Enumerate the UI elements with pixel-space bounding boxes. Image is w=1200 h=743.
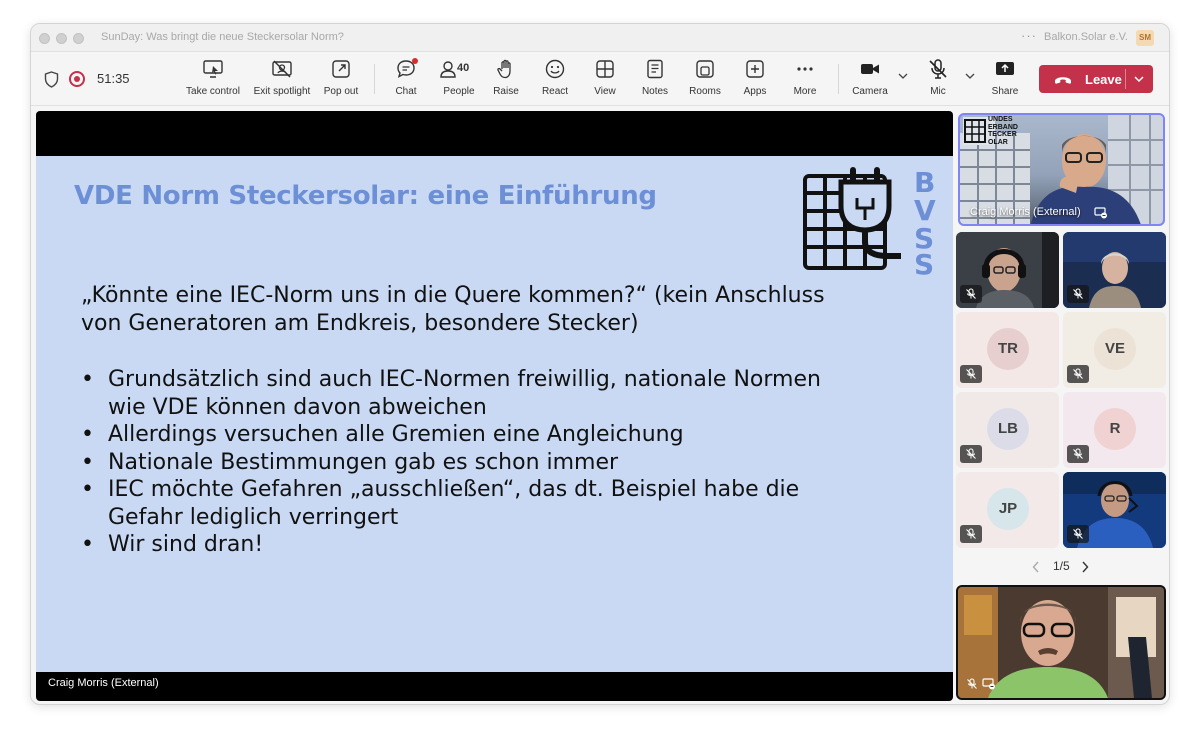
notes-label: Notes (641, 86, 669, 97)
mic-muted-icon (1072, 448, 1084, 460)
mic-options-chevron-icon[interactable] (965, 72, 975, 80)
apps-button[interactable] (738, 58, 772, 97)
logo-text-line: UNDES (988, 116, 1013, 123)
mic-muted-icon (965, 528, 977, 540)
logo-letter-s2: S (914, 248, 935, 276)
presenter-name: Craig Morris (External) (48, 677, 159, 689)
pop-out-button[interactable] (319, 58, 363, 97)
logo-text-line: TECKER (988, 131, 1017, 138)
more-options-icon[interactable]: ··· (1021, 28, 1037, 43)
mic-muted-icon (1072, 288, 1084, 300)
meeting-toolbar (31, 52, 1169, 106)
people-icon (439, 58, 479, 82)
participant-tile[interactable] (1063, 392, 1166, 468)
camera-icon (849, 58, 891, 82)
slide-bullet: • IEC möchte Gefahren „ausschließen“, das dt. Beispiel habe die Gefahr lediglich verringert (81, 476, 861, 531)
camera-label: Camera (852, 86, 888, 97)
participant-tile-video[interactable] (1063, 472, 1166, 548)
logo-text-line: ERBAND (988, 123, 1018, 131)
toolbar-divider (838, 64, 839, 94)
mic-muted-icon (965, 288, 977, 300)
participant-tile[interactable] (956, 472, 1059, 548)
muted-indicator (1067, 525, 1089, 543)
mic-muted-icon (966, 678, 978, 690)
mic-button[interactable] (921, 58, 955, 97)
hang-up-phone-icon (1053, 73, 1073, 85)
slide-intro-text: „Könnte eine IEC-Norm uns in die Quere kommen?“ (kein Anschluss von Generatoren am Endkreis, besondere Stecker) (81, 283, 825, 336)
shield-icon[interactable] (44, 71, 59, 88)
featured-speaker-name: Craig Morris (External) (970, 206, 1081, 218)
muted-indicator (1067, 285, 1089, 303)
mic-muted-icon (921, 58, 955, 82)
more-dots-icon (788, 58, 822, 82)
logo-letter-s1: S (914, 222, 935, 255)
mic-muted-icon (1072, 528, 1084, 540)
muted-indicator (1067, 365, 1089, 383)
smiley-icon (538, 58, 572, 82)
take-control-icon (181, 58, 245, 82)
previous-page-chevron-icon[interactable] (1032, 561, 1040, 573)
participant-avatar: VE (1094, 328, 1136, 370)
participant-tile-video[interactable] (956, 232, 1059, 308)
leave-label: Leave (1085, 72, 1122, 87)
slide-title: VDE Norm Steckersolar: eine Einführung (74, 181, 657, 211)
react-button[interactable] (538, 58, 572, 97)
exit-spotlight-icon (249, 58, 315, 82)
pop-out-icon (319, 58, 363, 82)
slide-bullet: • Grundsätzlich sind auch IEC-Normen freiwillig, nationale Normen wie VDE können davon abweichen (81, 366, 861, 421)
share-button[interactable] (988, 58, 1022, 97)
rooms-button[interactable] (685, 58, 725, 97)
shared-screen-stage (36, 111, 953, 701)
teams-meeting-window (30, 23, 1170, 705)
logo-letter-v: V (914, 194, 936, 227)
window-title: SunDay: Was bringt die neue Steckersolar Norm? (101, 31, 344, 43)
grid-view-icon (588, 58, 622, 82)
leave-divider (1125, 69, 1126, 89)
leave-button-group (1039, 65, 1153, 93)
participant-avatar: JP (987, 488, 1029, 530)
self-view-status (962, 675, 998, 693)
mic-muted-icon (965, 368, 977, 380)
unread-indicator (412, 58, 418, 64)
page-indicator: 1/5 (1053, 559, 1070, 573)
mic-muted-icon (1072, 368, 1084, 380)
share-screen-icon (988, 58, 1022, 82)
camera-options-chevron-icon[interactable] (898, 72, 908, 80)
participant-tile[interactable] (956, 392, 1059, 468)
camera-button[interactable] (849, 58, 891, 97)
participant-tile-video[interactable] (1063, 232, 1166, 308)
account-avatar[interactable]: SM (1136, 30, 1154, 46)
participant-avatar: TR (987, 328, 1029, 370)
bundesverband-logo-text (988, 116, 1018, 146)
participant-tile[interactable] (956, 312, 1059, 388)
notes-icon (638, 58, 672, 82)
self-view-video[interactable] (956, 585, 1166, 700)
raise-label: Raise (493, 86, 519, 97)
muted-indicator (960, 525, 982, 543)
featured-speaker-video[interactable] (958, 113, 1165, 226)
people-label: People (443, 86, 475, 97)
toolbar-divider (374, 64, 375, 94)
participant-avatar: R (1094, 408, 1136, 450)
more-button[interactable] (788, 58, 822, 97)
mic-muted-icon (965, 448, 977, 460)
notes-button[interactable] (638, 58, 672, 97)
chat-label: Chat (395, 86, 417, 97)
muted-indicator (960, 285, 982, 303)
close-window-button[interactable] (39, 33, 50, 44)
share-label: Share (991, 86, 1019, 97)
people-button[interactable] (436, 58, 482, 97)
rooms-icon (685, 58, 725, 82)
take-control-button[interactable] (181, 58, 245, 97)
add-apps-icon (738, 58, 772, 82)
screen-share-indicator-icon (982, 678, 996, 690)
chat-button[interactable] (388, 58, 424, 97)
title-bar (31, 24, 1169, 52)
participant-tile[interactable] (1063, 312, 1166, 388)
slide-bullet: • Nationale Bestimmungen gab es schon immer (81, 449, 861, 477)
chat-icon (395, 58, 417, 82)
leave-button[interactable] (1039, 65, 1125, 93)
logo-letter-b: B (914, 166, 936, 199)
screen-share-indicator-icon (1094, 207, 1108, 219)
view-button[interactable] (588, 58, 622, 97)
participant-count: 40 (457, 62, 470, 74)
slide-bullet: • Allerdings versuchen alle Gremien eine Angleichung (81, 421, 861, 449)
more-label: More (793, 86, 817, 97)
recording-icon (69, 71, 85, 87)
apps-label: Apps (743, 86, 767, 97)
slide-bullet: • Wir sind dran! (81, 531, 861, 559)
raise-hand-icon (489, 58, 523, 82)
raise-hand-button[interactable] (489, 58, 523, 97)
muted-indicator (960, 365, 982, 383)
organization-name: Balkon.Solar e.V. (1044, 31, 1128, 43)
bvss-logo (801, 156, 941, 276)
mic-label: Mic (930, 86, 946, 97)
leave-options-chevron-icon[interactable] (1129, 72, 1149, 86)
slide-bullet-list (81, 366, 861, 559)
view-label: View (594, 86, 616, 97)
exit-spotlight-button[interactable] (249, 58, 315, 97)
react-label: React (541, 86, 569, 97)
take-control-label: Take control (186, 86, 240, 97)
muted-indicator (1067, 445, 1089, 463)
zoom-window-button[interactable] (73, 33, 84, 44)
exit-spotlight-label: Exit spotlight (253, 86, 311, 97)
meeting-timer: 51:35 (97, 71, 130, 86)
rooms-label: Rooms (689, 86, 721, 97)
next-page-chevron-icon[interactable] (1081, 561, 1089, 573)
muted-indicator (960, 445, 982, 463)
pop-out-label: Pop out (323, 86, 359, 97)
logo-text-line: OLAR (988, 138, 1008, 146)
gallery-pager (1021, 558, 1111, 576)
presentation-slide (36, 156, 953, 672)
minimize-window-button[interactable] (56, 33, 67, 44)
participant-avatar: LB (987, 408, 1029, 450)
